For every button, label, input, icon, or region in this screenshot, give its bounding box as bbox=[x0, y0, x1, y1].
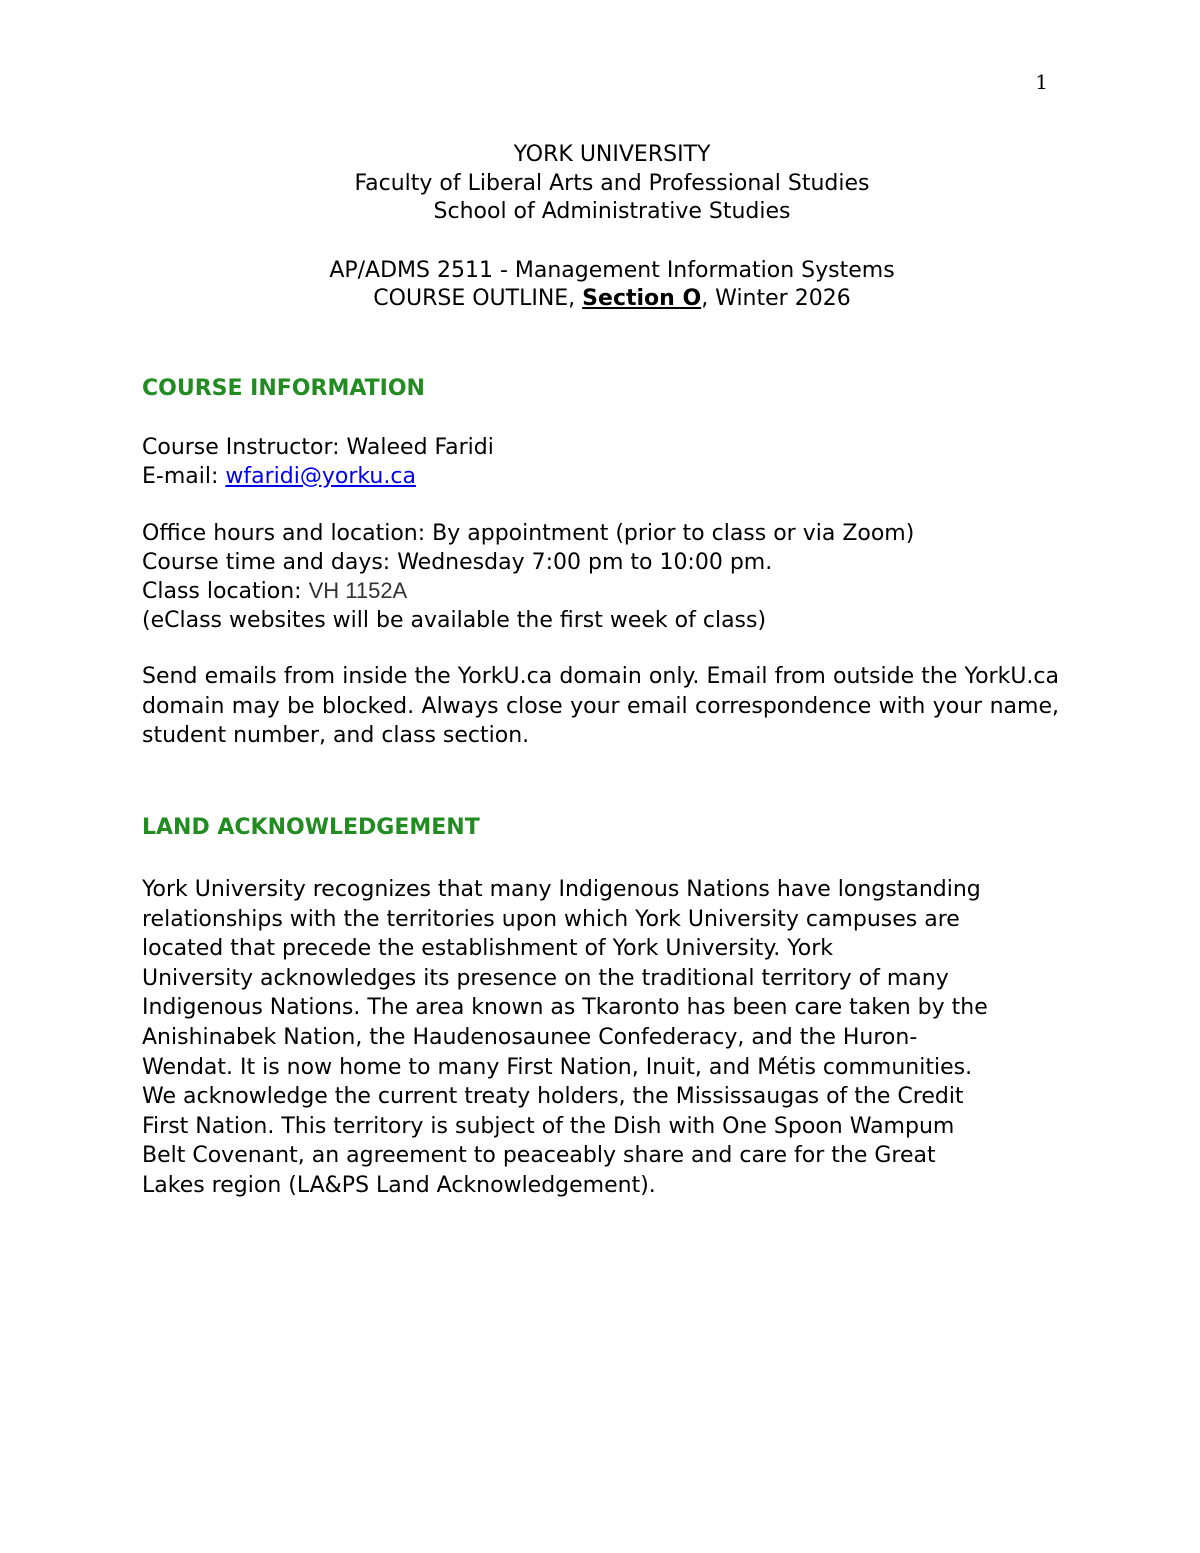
faculty-name: Faculty of Liberal Arts and Professional Studies bbox=[354, 170, 870, 196]
outline-suffix: , Winter 2026 bbox=[701, 286, 851, 311]
outline-prefix: COURSE OUTLINE, bbox=[373, 286, 583, 311]
class-location-label: Class location: bbox=[142, 579, 309, 604]
land-ack-line: Wendat. It is now home to many First Nation, Inuit, and Métis communities. bbox=[142, 1054, 973, 1080]
land-ack-line: We acknowledge the current treaty holders, the Mississaugas of the Credit bbox=[142, 1084, 964, 1110]
course-instructor: Course Instructor: Waleed Faridi bbox=[142, 435, 494, 460]
land-ack-line: York University recognizes that many Indigenous Nations have longstanding bbox=[142, 877, 981, 902]
class-location-value: VH 1152A bbox=[308, 578, 408, 603]
page-number: 1 bbox=[1035, 70, 1048, 94]
email-link[interactable]: wfaridi@yorku.ca bbox=[225, 463, 416, 489]
school-name: School of Administrative Studies bbox=[433, 199, 791, 224]
email-policy: Send emails from inside the YorkU.ca domain only. Email from outside the YorkU.ca domain may be blocked. Always close your email correspondence with your name, student number, and class section. bbox=[142, 664, 1059, 748]
eclass-note: (eClass websites will be available the first week of class) bbox=[142, 607, 767, 633]
land-ack-line: Belt Covenant, an agreement to peaceably share and care for the Great bbox=[142, 1143, 936, 1169]
land-acknowledgement-heading: LAND ACKNOWLEDGEMENT bbox=[142, 815, 480, 840]
land-acknowledgement-heading-wrap bbox=[142, 815, 1059, 840]
course-information-heading: COURSE INFORMATION bbox=[142, 376, 425, 401]
land-ack-line: First Nation. This territory is subject of the Dish with One Spoon Wampum bbox=[142, 1113, 955, 1139]
university-name: YORK UNIVERSITY bbox=[513, 142, 711, 167]
office-hours: Office hours and location: By appointment (prior to class or via Zoom) bbox=[142, 521, 915, 546]
email-label: E-mail: bbox=[142, 463, 226, 489]
course-information-heading-wrap bbox=[142, 376, 1059, 401]
land-ack-line: Indigenous Nations. The area known as Tkaronto has been care taken by the bbox=[142, 995, 988, 1021]
document-header bbox=[0, 141, 1200, 314]
land-acknowledgement-body bbox=[142, 875, 1059, 1201]
course-outline-line bbox=[0, 285, 1200, 314]
email-line bbox=[142, 463, 1059, 492]
land-ack-line: Lakes region (LA&PS Land Acknowledgement). bbox=[142, 1172, 656, 1198]
instructor-block bbox=[142, 434, 1059, 491]
land-ack-line: University acknowledges its presence on the traditional territory of many bbox=[142, 965, 949, 991]
land-ack-line: Anishinabek Nation, the Haudenosaunee Confederacy, and the Huron- bbox=[142, 1024, 918, 1050]
land-ack-line: located that precede the establishment of York University. York bbox=[142, 936, 833, 962]
class-location-line bbox=[142, 577, 1059, 607]
section-label: Section O bbox=[582, 286, 702, 311]
schedule-block bbox=[142, 520, 1059, 635]
course-title: AP/ADMS 2511 - Management Information Systems bbox=[329, 257, 895, 283]
land-ack-line: relationships with the territories upon which York University campuses are bbox=[142, 906, 960, 932]
header-spacer bbox=[0, 227, 1200, 257]
course-time: Course time and days: Wednesday 7:00 pm to 10:00 pm. bbox=[142, 549, 773, 575]
